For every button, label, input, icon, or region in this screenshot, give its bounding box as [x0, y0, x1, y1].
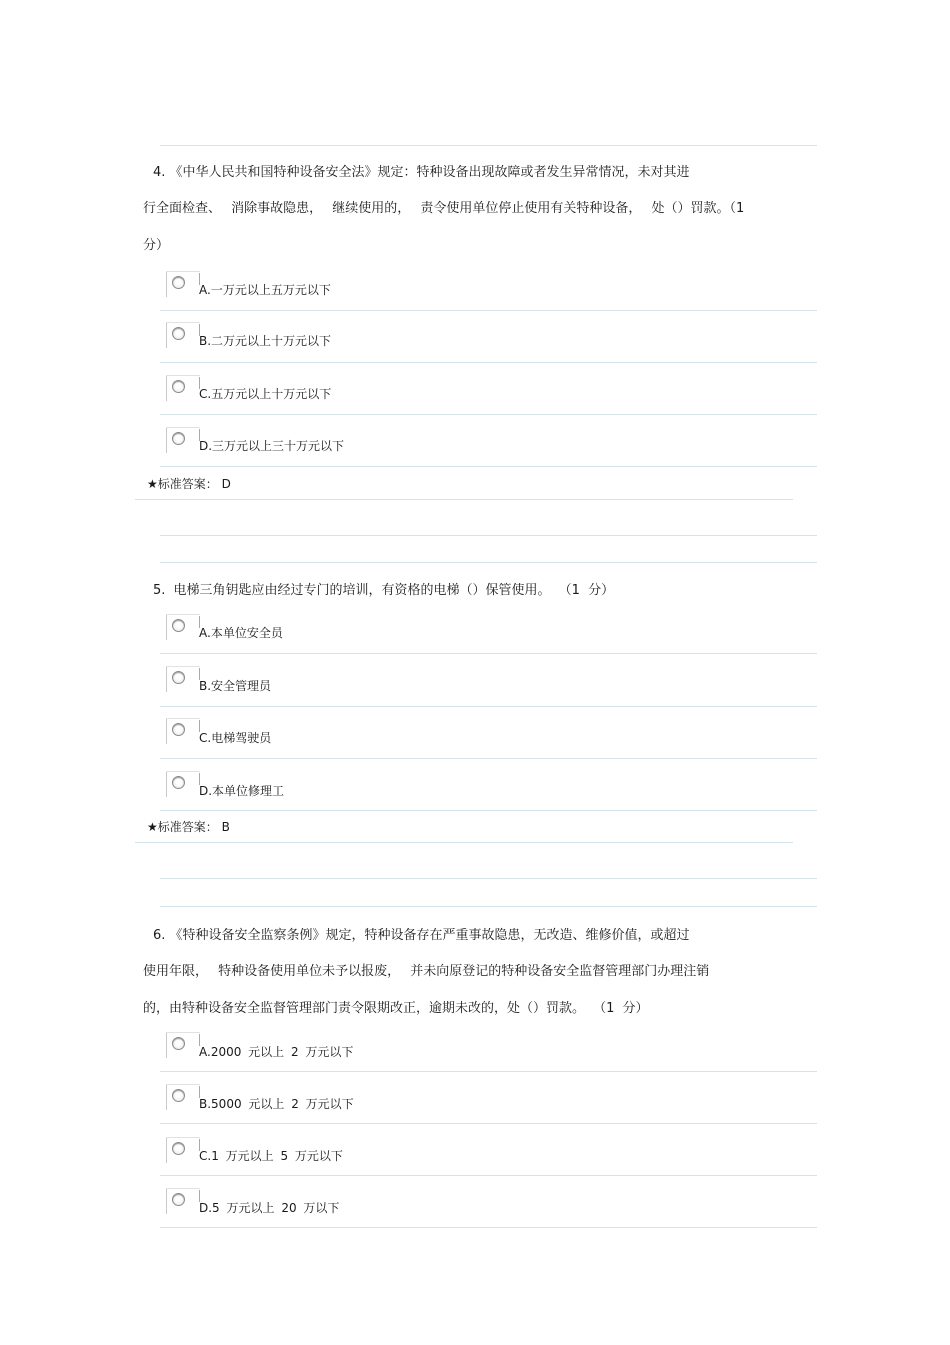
divider — [160, 906, 817, 907]
radio-button[interactable] — [166, 1137, 200, 1163]
radio-button[interactable] — [166, 427, 200, 453]
radio-circle-icon — [172, 432, 185, 445]
radio-button[interactable] — [166, 1032, 200, 1058]
radio-circle-icon — [172, 619, 185, 632]
option-label[interactable]: B.二万元以上十万元以下 — [199, 334, 332, 348]
radio-circle-icon — [172, 723, 185, 736]
option-label[interactable]: A.本单位安全员 — [199, 626, 283, 640]
option-label[interactable]: B.安全管理员 — [199, 679, 272, 693]
divider — [135, 842, 793, 843]
radio-circle-icon — [172, 1142, 185, 1155]
radio-button[interactable] — [166, 271, 200, 297]
radio-circle-icon — [172, 380, 185, 393]
divider — [160, 362, 817, 363]
divider — [160, 758, 817, 759]
divider — [135, 499, 793, 500]
divider — [160, 653, 817, 654]
option-label[interactable]: A.一万元以上五万元以下 — [199, 283, 331, 297]
divider — [160, 1123, 817, 1124]
question-4-line-3: 分） — [143, 238, 170, 253]
radio-circle-icon — [172, 1193, 185, 1206]
divider — [160, 1175, 817, 1176]
divider — [160, 810, 817, 811]
radio-button[interactable] — [166, 1084, 200, 1110]
option-label[interactable]: D.5 万元以上 20 万以下 — [199, 1201, 340, 1215]
question-6-line-3: 的，由特种设备安全监督管理部门责令限期改正，逾期未改的，处（）罚款。 （1 分） — [143, 1001, 649, 1016]
radio-button[interactable] — [166, 718, 200, 744]
radio-circle-icon — [172, 1037, 185, 1050]
option-label[interactable]: B.5000 元以上 2 万元以下 — [199, 1097, 354, 1111]
standard-answer: ★标准答案： D — [147, 477, 231, 491]
divider — [160, 145, 817, 146]
radio-circle-icon — [172, 1089, 185, 1102]
option-label[interactable]: C.1 万元以上 5 万元以下 — [199, 1149, 343, 1163]
radio-circle-icon — [172, 276, 185, 289]
question-5-line-1: 5. 电梯三角钥匙应由经过专门的培训，有资格的电梯（）保管使用。 （1 分） — [153, 583, 615, 598]
radio-circle-icon — [172, 776, 185, 789]
divider — [160, 535, 817, 536]
option-label[interactable]: C.五万元以上十万元以下 — [199, 387, 332, 401]
option-label[interactable]: C.电梯驾驶员 — [199, 731, 272, 745]
option-label[interactable]: A.2000 元以上 2 万元以下 — [199, 1045, 354, 1059]
radio-button[interactable] — [166, 375, 200, 401]
divider — [160, 414, 817, 415]
divider — [160, 1071, 817, 1072]
question-4-line-2: 行全面检查、 消除事故隐患， 继续使用的， 责令使用单位停止使用有关特种设备， 处（）罚款。（1 — [143, 201, 745, 216]
divider — [160, 706, 817, 707]
divider — [160, 1227, 817, 1228]
question-4-line-1: 4. 《中华人民共和国特种设备安全法》规定：特种设备出现故障或者发生异常情况，未对其进 — [153, 165, 690, 180]
radio-button[interactable] — [166, 1188, 200, 1214]
divider — [160, 310, 817, 311]
radio-button[interactable] — [166, 666, 200, 692]
option-label[interactable]: D.本单位修理工 — [199, 784, 285, 798]
standard-answer: ★标准答案： B — [147, 820, 230, 834]
divider — [160, 562, 817, 563]
radio-button[interactable] — [166, 614, 200, 640]
radio-button[interactable] — [166, 771, 200, 797]
question-6-line-2: 使用年限， 特种设备使用单位未予以报废， 并未向原登记的特种设备安全监督管理部门办理注销 — [143, 964, 710, 979]
radio-circle-icon — [172, 671, 185, 684]
question-6-line-1: 6. 《特种设备安全监察条例》规定，特种设备存在严重事故隐患，无改造、维修价值，或超过 — [153, 928, 690, 943]
divider — [160, 466, 817, 467]
option-label[interactable]: D.三万元以上三十万元以下 — [199, 439, 345, 453]
radio-button[interactable] — [166, 322, 200, 348]
divider — [160, 878, 817, 879]
radio-circle-icon — [172, 327, 185, 340]
